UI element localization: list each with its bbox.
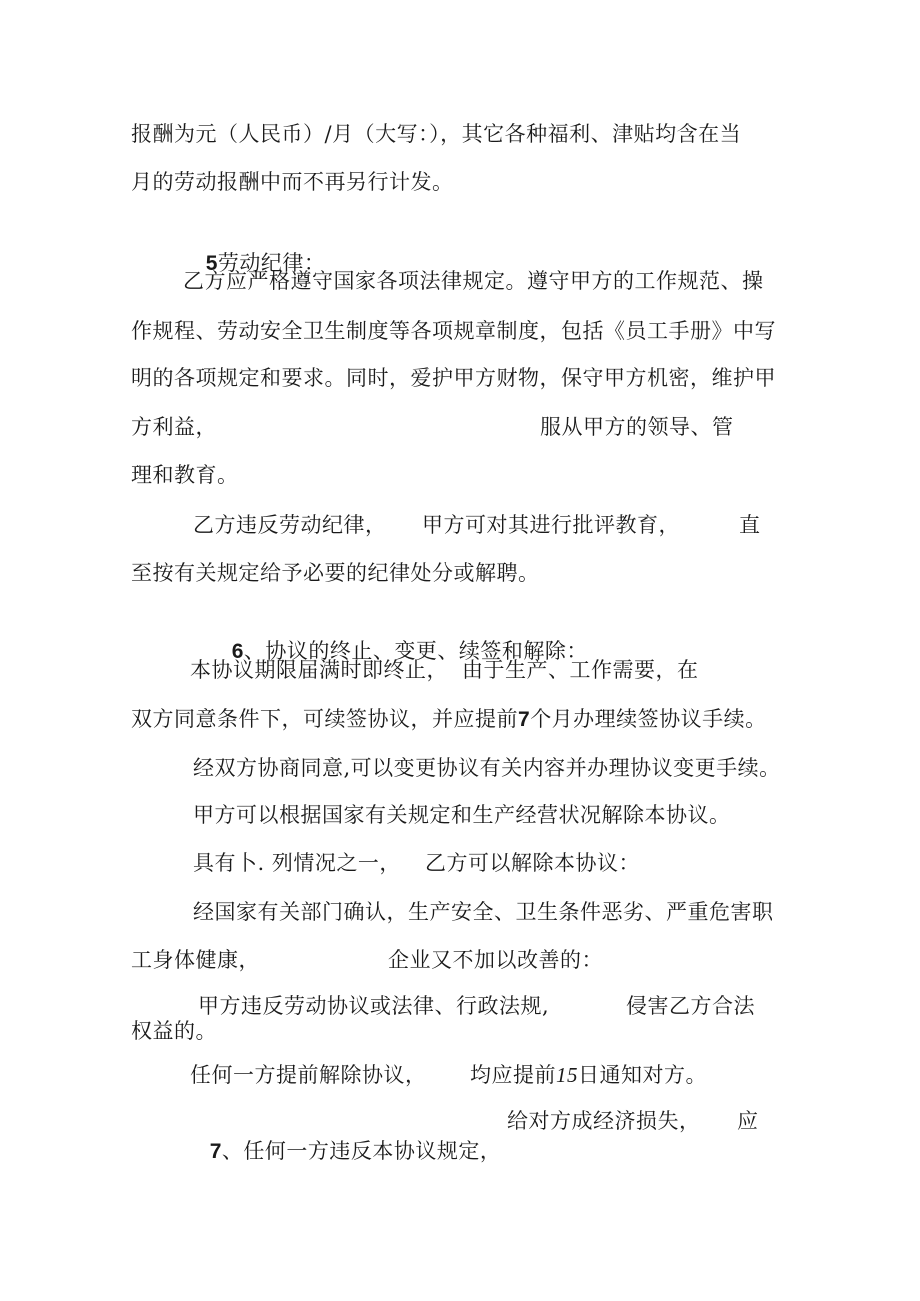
- text-line: 具有卜. 列情况之一，: [193, 851, 401, 875]
- text-line: 工身体健康，: [131, 948, 260, 972]
- text-line: 明的各项规定和要求。同时，爱护甲方财物，保守甲方机密，维护甲: [131, 366, 776, 390]
- text-line: 甲方可以根据国家有关规定和生产经营状况解除本协议。: [193, 803, 731, 827]
- section-title: 劳动纪律：: [217, 251, 326, 275]
- text-fragment: 日通知对方。: [578, 1063, 707, 1087]
- text-fragment: 双方同意条件下，可续签协议，并应提前: [131, 707, 518, 731]
- text-line: 侵害乙方合法: [626, 994, 755, 1018]
- text-fragment: 均应提前: [470, 1063, 556, 1087]
- inline-number: 15: [556, 1063, 578, 1087]
- text-line: [470, 1060, 707, 1090]
- text-line: 由于生产、工作需要，在: [462, 658, 699, 682]
- text-line: 给对方成经济损失，: [507, 1109, 701, 1133]
- section-number: 6: [231, 640, 244, 663]
- text-line: 乙方违反劳动纪律，: [193, 513, 387, 537]
- text-line: 本协议期限届满时即终止，: [190, 658, 448, 682]
- text-line: 乙方应严格遵守国家各项法律规定。遵守甲方的工作规范、操: [183, 269, 764, 293]
- text-line: 任何一方提前解除协议，: [190, 1063, 427, 1087]
- text-line: 乙方可以解除本协议：: [425, 851, 640, 875]
- section-number: 7: [209, 1140, 222, 1163]
- section-number: 5: [205, 252, 218, 275]
- section-heading: [181, 1106, 501, 1197]
- text-line: 直: [739, 513, 761, 537]
- text-line: 至按有关规定给予必要的纪律处分或解聘。: [131, 561, 540, 585]
- text-line: 企业又不加以改善的：: [388, 948, 603, 972]
- section-title: 、任何一方违反本协议规定，: [221, 1139, 502, 1163]
- text-fragment: 个月办理续签协议手续。: [530, 707, 767, 731]
- text-line: 甲方可对其进行批评教育，: [422, 513, 680, 537]
- text-line: 作规程、劳动安全卫生制度等各项规章制度，包括《员工手册》中写: [131, 319, 776, 343]
- section-title: 、协议的终止、变更、续签和解除：: [243, 639, 588, 663]
- text-line: 权益的。: [131, 1019, 217, 1043]
- text-line: 经国家有关部门确认，生产安全、卫生条件恶劣、严重危害职: [193, 900, 774, 924]
- text-line: 经双方协商同意,可以变更协议有关内容并办理协议变更手续。: [193, 756, 781, 780]
- text-line: [131, 704, 767, 735]
- text-line: 方利益，: [131, 415, 217, 439]
- inline-number: 7: [518, 708, 531, 731]
- text-line: 报酬为元（人民币）/月（大写：），其它各种福利、津贴均含在当: [131, 122, 742, 146]
- text-line: 甲方违反劳动协议或法律、行政法规,: [198, 994, 550, 1018]
- text-line: 理和教育。: [131, 463, 239, 487]
- text-line: 应: [737, 1109, 759, 1133]
- text-line: 服从甲方的领导、管: [540, 415, 734, 439]
- text-line: 月的劳动报酬中而不再另行计发。: [131, 170, 454, 194]
